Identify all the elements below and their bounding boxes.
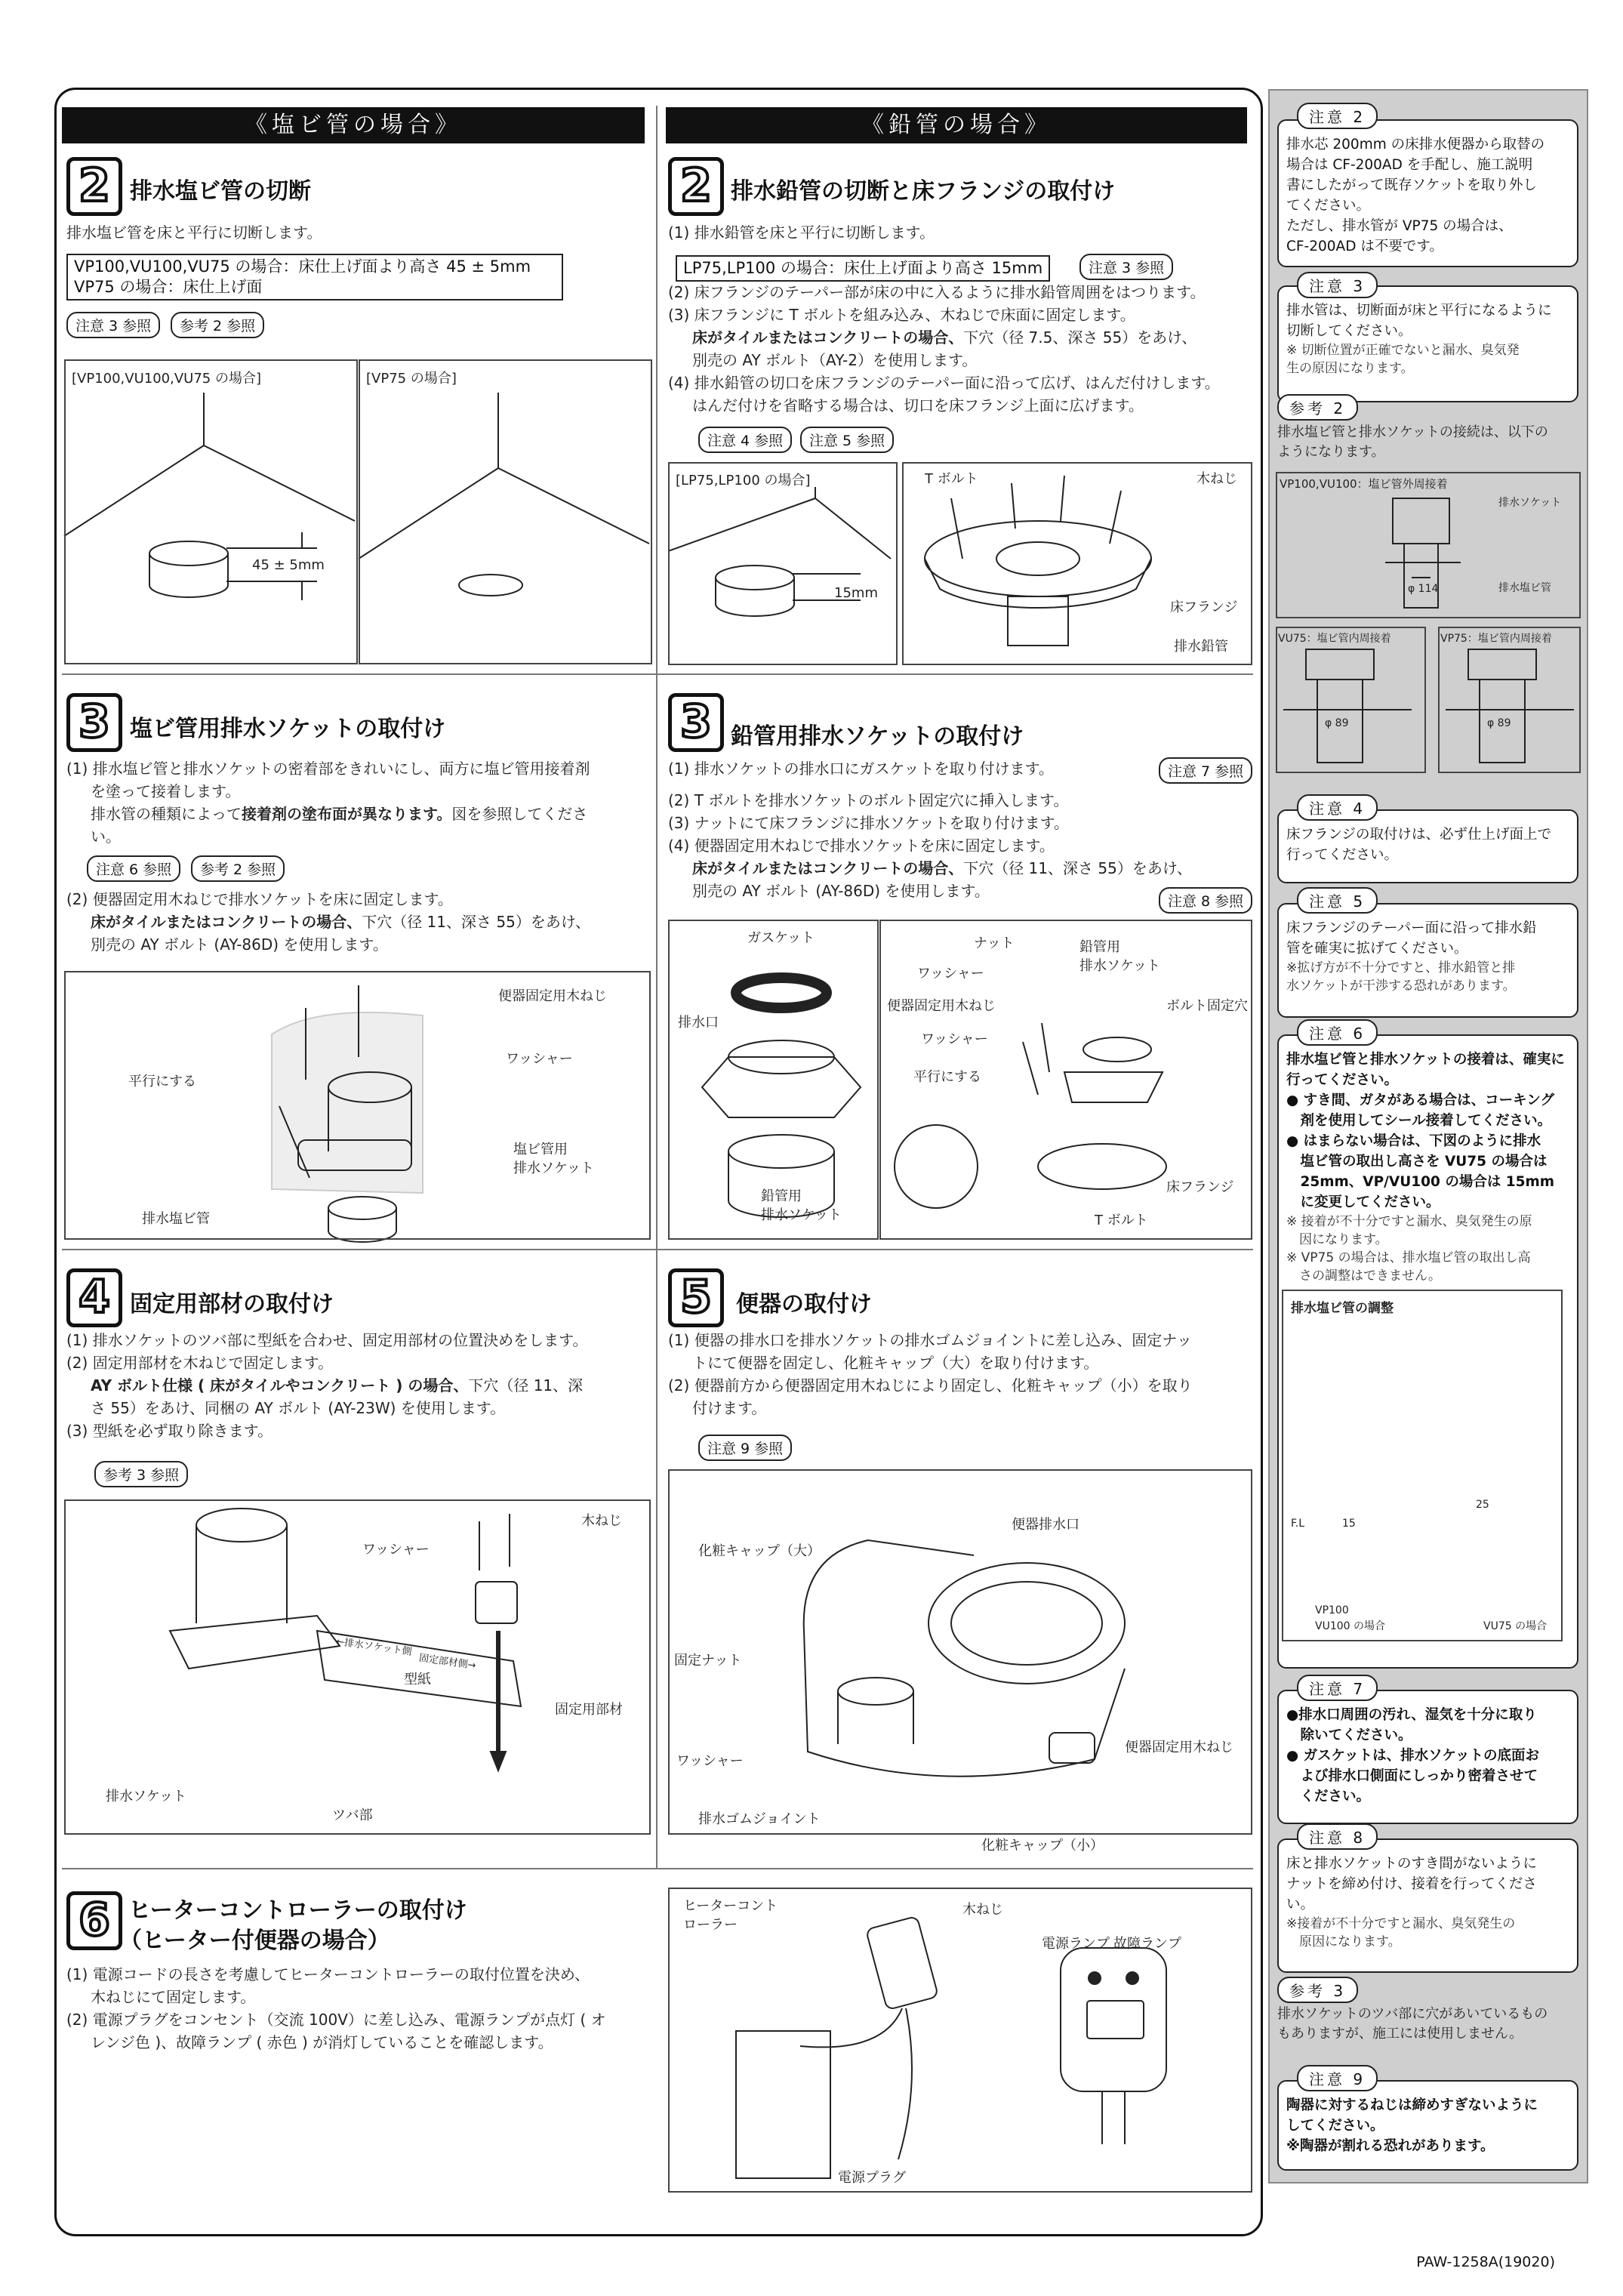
label-tbolt: T ボルト [1095, 1213, 1148, 1228]
label-socket: 塩ビ管用 [513, 1142, 568, 1157]
text-line: い。 [91, 827, 121, 846]
note-line: ● ガスケットは、排水ソケットの底面お [1286, 1748, 1540, 1764]
label-screw: 便器固定用木ねじ [887, 998, 996, 1014]
label-washer: ワッシャー [921, 1031, 988, 1047]
label-nut: 固定ナット [674, 1653, 742, 1669]
label-parallel: 平行にする [128, 1074, 196, 1089]
label-screw: 木ねじ [581, 1513, 622, 1529]
body-text [668, 1329, 1257, 1419]
label-dia: φ 89 [1325, 717, 1349, 729]
label-flange: 床フランジ [1166, 1179, 1234, 1195]
text-line: 別売の AY ボルト（AY-2）を使用します。 [692, 351, 978, 369]
note-tag: 注意 2 [1297, 103, 1378, 129]
section-title: 塩ビ管用排水ソケットの取付け [130, 716, 446, 742]
note-line: 除いてください。 [1286, 1727, 1412, 1743]
note-line: 管を確実に拡げてください。 [1286, 941, 1468, 957]
side-figure-caption: VP100,VU100：塩ビ管外周接着 [1280, 477, 1448, 491]
note-line: 排水芯 200mm の床排水便器から取替の [1286, 137, 1545, 153]
spec-line: VP100,VU100,VU75 の場合：床仕上げ面より高さ 45 ± 5mm [74, 257, 531, 276]
text-line: (2) 便器前方から便器固定用木ねじにより固定し、化粧キャップ（小）を取り [668, 1376, 1193, 1395]
note-tag: 注意 5 [1297, 887, 1378, 914]
section-title: 固定用部材の取付け [130, 1291, 334, 1318]
text-span: 排水管の種類によって [91, 805, 242, 823]
text-line: (2) 電源プラグをコンセント（交流 100V）に差し込み、電源ランプが点灯 ( オ [66, 2011, 606, 2029]
ref-line: ようになります。 [1277, 444, 1385, 460]
note-line: してください。 [1286, 2118, 1384, 2134]
ref-tag: 注意 4 参照 [698, 427, 792, 453]
figure-label: [VP100,VU100,VU75 の場合] [72, 371, 261, 387]
note-line: 書にしたがって既存ソケットを取り外し [1286, 177, 1537, 193]
side-figure-caption: VU75：塩ビ管内周接着 [1278, 633, 1391, 645]
section-number: 4 [66, 1268, 122, 1327]
emphasis: AY ボルト仕様 ( 床がタイルやコンクリート ) の場合、 [91, 1376, 469, 1395]
ref-tag: 注意 8 参照 [1159, 887, 1252, 914]
spec-box: LP75,LP100 の場合：床仕上げ面より高さ 15mm [676, 255, 1050, 282]
figure-frame [668, 1469, 1252, 1835]
note-9 [1277, 2080, 1578, 2171]
label-cap-small: 化粧キャップ（小） [981, 1838, 1104, 1854]
text-line: (1) 電源コードの長さを考慮してヒーターコントローラーの取付位置を決め、 [66, 1965, 590, 1983]
label-controller: ローラー [683, 1917, 738, 1933]
label-pipe: 排水塩ビ管 [142, 1211, 210, 1227]
text-line: を塗って接着します。 [91, 782, 241, 800]
note-line: ● はまらない場合は、下図のように排水 [1286, 1133, 1541, 1149]
dimension-label: 15mm [834, 585, 878, 601]
figure-frame [359, 359, 652, 664]
note-line: ●排水口周囲の汚れ、湿気を十分に取り [1286, 1707, 1537, 1723]
note-line: 床と排水ソケットのすき間がないように [1286, 1856, 1537, 1872]
note-line: 25mm、VP/VU100 の場合は 15mm [1286, 1174, 1555, 1190]
note-line: 排水管は、切断面が床と平行になるように [1286, 303, 1552, 319]
label-screw: 木ねじ [962, 1902, 1003, 1918]
note-tag: 注意 6 [1297, 1019, 1378, 1046]
label-socket: 排水ソケット [1498, 497, 1562, 509]
emphasis: 接着剤の塗布面が異なります。 [242, 805, 452, 823]
label-vp100: VP100 [1315, 1604, 1349, 1616]
side-figure [1276, 627, 1426, 773]
text-line: レンジ色 )、故障ランプ ( 赤色 ) が消灯していることを確認します。 [91, 2033, 553, 2051]
label-flange: 床フランジ [1170, 599, 1238, 615]
note-tag: 注意 4 [1297, 794, 1378, 821]
figure-frame [64, 1499, 651, 1835]
text-span: 下穴（径 11、深さ 55）をあけ、 [963, 859, 1193, 877]
text-line: (2) 床フランジのテーパー部が床の中に入るように排水鉛管周囲をはつります。 [668, 283, 1206, 301]
note-tag: 注意 7 [1297, 1675, 1378, 1701]
label-fault-lamp: 故障ランプ [1113, 1936, 1181, 1952]
label-nut: ナット [974, 935, 1015, 951]
note-line: 塩ビ管の取出し高さを VU75 の場合は [1286, 1154, 1548, 1170]
label-fl: F.L [1291, 1518, 1305, 1530]
ref-tag: 注意 7 参照 [1159, 757, 1252, 784]
body-text: (1) 排水鉛管を床と平行に切断します。 [668, 223, 935, 242]
note-subline: ※接着が不十分ですと漏水、臭気発生の [1286, 1916, 1516, 1931]
note-line: 床フランジのテーパー面に沿って排水鉛 [1286, 920, 1537, 936]
label-controller: ヒーターコント [683, 1898, 778, 1914]
spec-box [66, 254, 563, 300]
note-line: 排水塩ビ管と排水ソケットの接着は、確実に [1286, 1052, 1565, 1068]
section-title: 排水鉛管の切断と床フランジの取付け [731, 178, 1116, 205]
text-line: (2) T ボルトを排水ソケットのボルト固定穴に挿入します。 [668, 791, 1069, 809]
side-figure [1438, 627, 1581, 773]
body-text [66, 757, 648, 848]
text-line: (3) 型紙を必ず取り除きます。 [66, 1422, 273, 1440]
note-subline: 因になります。 [1286, 1232, 1388, 1247]
ref-tag: 参考 2 [1277, 394, 1358, 421]
text-line: はんだ付けを省略する場合は、切口を床フランジ上面に広げます。 [692, 396, 1144, 415]
label-dim-25: 25 [1476, 1499, 1489, 1511]
emphasis: 床がタイルまたはコンクリートの場合、 [692, 859, 964, 877]
label-washer: ワッシャー [917, 966, 984, 982]
note-2 [1277, 119, 1578, 267]
label-member: 固定用部材 [555, 1702, 623, 1718]
text-line: (3) 床フランジに T ボルトを組み込み、木ねじで床面に固定します。 [668, 306, 1135, 324]
figure-label: [VP75 の場合] [366, 371, 457, 387]
section-number: 5 [668, 1268, 724, 1327]
ref-tag: 注意 9 参照 [698, 1435, 792, 1461]
section-subtitle: （ヒーター付便器の場合） [119, 1928, 390, 1954]
ref-tag: 参考 3 [1277, 1977, 1358, 2003]
section-title: ヒーターコントローラーの取付け [128, 1897, 467, 1924]
ref-tag: 注意 5 参照 [800, 427, 894, 453]
label-socket: 鉛管用 [761, 1188, 802, 1204]
label-flange: ツバ部 [332, 1808, 373, 1823]
body-text: (1) 排水ソケットの排水口にガスケットを取り付けます。 [668, 760, 1054, 778]
dimension-label: 45 ± 5mm [252, 557, 325, 573]
text-span: 下穴（径 7.5、深さ 55）をあけ、 [963, 328, 1197, 347]
label-joint: 排水ゴムジョイント [698, 1811, 821, 1827]
section-number: 3 [66, 693, 122, 752]
text-line: (4) 便器固定用木ねじで排水ソケットを床に固定します。 [668, 837, 1055, 855]
note-line: ● すき間、ガタがある場合は、コーキング [1286, 1093, 1555, 1108]
note-line: CF-200AD は不要です。 [1286, 239, 1443, 254]
ref-tag: 注意 3 参照 [1079, 254, 1173, 280]
label-vu100: VU100 の場合 [1315, 1620, 1385, 1632]
note-5 [1277, 903, 1578, 1018]
body-text [66, 1963, 655, 2054]
side-figure-caption: 排水塩ビ管の調整 [1291, 1301, 1394, 1316]
figure-label: [LP75,LP100 の場合] [676, 473, 811, 488]
body-text [668, 789, 1249, 902]
section-title: 便器の取付け [736, 1291, 872, 1318]
ref-tag: 注意 6 参照 [87, 855, 180, 882]
note-3 [1277, 285, 1578, 402]
note-subline: さの調整はできません。 [1286, 1268, 1442, 1284]
note-line: てください。 [1286, 198, 1371, 214]
label-vu75: VU75 の場合 [1483, 1620, 1548, 1632]
label-outlet: 便器排水口 [1012, 1517, 1079, 1533]
note-tag: 注意 8 [1297, 1823, 1378, 1850]
note-line: ※陶器が割れる恐れがあります。 [1286, 2138, 1495, 2154]
section-number: 2 [66, 157, 122, 216]
note-line: 場合は CF-200AD を手配し、施工説明 [1286, 157, 1533, 173]
text-line: (3) ナットにて床フランジに排水ソケットを取り付けます。 [668, 814, 1069, 832]
ref-line: 排水ソケットのツバ部に穴があいているもの [1277, 2006, 1548, 2022]
text-span: 下穴（径 11、深 [468, 1376, 584, 1395]
figure-frame [668, 462, 898, 665]
note-7 [1277, 1690, 1578, 1824]
note-tag: 注意 9 [1297, 2065, 1378, 2091]
figure-frame [902, 462, 1252, 665]
label-screw: 便器固定用木ねじ [1125, 1740, 1233, 1755]
note-line: 行ってください。 [1286, 847, 1399, 863]
note-line: い。 [1286, 1897, 1315, 1912]
banner-lead: 《鉛管の場合》 [666, 107, 1247, 143]
note-line: 床フランジの取付けは、必ず仕上げ面上で [1286, 827, 1552, 843]
text-line: 別売の AY ボルト (AY-86D) を使用します。 [692, 882, 990, 900]
note-8 [1277, 1838, 1578, 1973]
label-pipe: 排水鉛管 [1174, 639, 1228, 655]
note-subline: ※ 接着が不十分ですと漏水、臭気発生の原 [1286, 1214, 1532, 1229]
text-line: (2) 固定用部材を木ねじで固定します。 [66, 1354, 334, 1372]
text-line: (2) 便器固定用木ねじで排水ソケットを床に固定します。 [66, 890, 453, 908]
label-screw: 便器固定用木ねじ [498, 988, 607, 1004]
label-gasket: ガスケット [747, 930, 815, 946]
text-line [668, 857, 1249, 880]
text-line [66, 911, 648, 933]
emphasis: 床がタイルまたはコンクリートの場合、 [91, 913, 362, 931]
note-subline: 原因になります。 [1286, 1934, 1401, 1949]
section-number: 2 [668, 157, 724, 216]
note-subline: ※ VP75 の場合は、排水塩ビ管の取出し高 [1286, 1250, 1531, 1265]
note-subline: 生の原因になります。 [1286, 361, 1414, 376]
label-socket: 鉛管用 [1079, 939, 1120, 955]
ref-tag: 参考 3 参照 [94, 1461, 188, 1487]
banner-pvc: 《塩ビ管の場合》 [62, 107, 645, 143]
label-outlet: 排水口 [678, 1015, 719, 1031]
label-pipe: 排水塩ビ管 [1498, 582, 1551, 594]
note-subline: ※拡げ方が不十分ですと、排水鉛管と排 [1286, 960, 1516, 975]
text-line: (1) 排水塩ビ管と排水ソケットの密着部をきれいにし、両方に塩ビ管用接着剤 [66, 760, 590, 778]
label-dim-15: 15 [1342, 1518, 1356, 1530]
label-socket: 排水ソケット [761, 1207, 842, 1223]
text-line: 別売の AY ボルト (AY-86D) を使用します。 [91, 935, 388, 954]
figure-frame [64, 359, 358, 664]
label-cap-large: 化粧キャップ（大） [698, 1543, 821, 1559]
label-dia: φ 114 [1408, 583, 1439, 595]
text-line: (1) 排水ソケットのツバ部に型紙を合わせ、固定用部材の位置決めをします。 [66, 1331, 588, 1349]
label-parallel: 平行にする [913, 1069, 981, 1085]
text-line: トにて便器を固定し、化粧キャップ（大）を取り付けます。 [692, 1354, 1099, 1372]
spec-line: VP75 の場合：床仕上げ面 [74, 278, 263, 296]
label-screw: 木ねじ [1196, 471, 1237, 487]
text-line: (4) 排水鉛管の切口を床フランジのテーパー面に沿って広げ、はんだ付けします。 [668, 374, 1220, 392]
note-line: ください。 [1286, 1789, 1371, 1804]
ref-text [1277, 2005, 1579, 2044]
text-line: 木ねじにて固定します。 [91, 1988, 256, 2006]
note-tag: 注意 3 [1297, 272, 1378, 298]
body-text [66, 1329, 655, 1442]
note-line: よび排水口側面にしっかり密着させて [1286, 1768, 1538, 1784]
ref-tag: 注意 3 参照 [66, 312, 160, 338]
section-title: 鉛管用排水ソケットの取付け [731, 723, 1024, 750]
note-line: 切断してください。 [1286, 323, 1412, 339]
ref-tag: 参考 2 参照 [191, 855, 285, 882]
note-subline: 水ソケットが干渉する恐れがあります。 [1286, 978, 1516, 994]
label-washer: ワッシャー [676, 1753, 744, 1769]
text-line: さ 55）をあけ、同梱の AY ボルト (AY-23W) を使用します。 [91, 1399, 506, 1417]
label-power-lamp: 電源ランプ [1042, 1936, 1110, 1952]
text-line [668, 326, 1249, 349]
ref-tag: 参考 2 参照 [171, 312, 264, 338]
text-span: 下穴（径 11、深さ 55）をあけ、 [362, 913, 591, 931]
text-span: 図を参照してくださ [451, 805, 588, 823]
note-line: 剤を使用してシール接着してください。 [1286, 1113, 1552, 1129]
emphasis: 床がタイルまたはコンクリートの場合、 [692, 328, 964, 347]
note-line: ただし、排水管が VP75 の場合は、 [1286, 218, 1513, 234]
label-socket: 排水ソケット [1079, 958, 1160, 974]
note-line: ナットを締め付け、接着を行ってくださ [1286, 1876, 1537, 1892]
section-title: 排水塩ビ管の切断 [130, 178, 311, 205]
side-figure [1282, 1290, 1563, 1641]
label-paper: 型紙 [404, 1672, 431, 1687]
label-hole: ボルト固定穴 [1166, 998, 1248, 1014]
note-line: に変更してください。 [1286, 1194, 1440, 1210]
side-figure-caption: VP75：塩ビ管内周接着 [1440, 633, 1552, 645]
ref-line: もありますが、施工には使用しません。 [1277, 2026, 1523, 2042]
label-dia: φ 89 [1487, 717, 1511, 729]
section-number: 3 [668, 693, 724, 752]
label-plug: 電源プラグ [838, 2170, 906, 2186]
label-socket: 排水ソケット [513, 1160, 594, 1176]
note-subline: ※ 切断位置が正確でないと漏水、臭気発 [1286, 343, 1520, 358]
label-socket: 排水ソケット [106, 1789, 186, 1804]
ref-text [1277, 423, 1579, 462]
text-line: (1) 便器の排水口を排水ソケットの排水ゴムジョイントに差し込み、固定ナッ [668, 1331, 1192, 1349]
label-tbolt: T ボルト [925, 471, 978, 487]
text-line [66, 1374, 655, 1397]
note-line: 陶器に対するねじは締めすぎないように [1286, 2097, 1538, 2113]
label-washer: ワッシャー [506, 1051, 573, 1067]
note-line: 行ってください。 [1286, 1072, 1399, 1088]
label-washer: ワッシャー [362, 1542, 430, 1558]
document-code: PAW-1258A(19020) [1416, 2254, 1555, 2270]
body-text [668, 281, 1249, 417]
template-text: ←排水ソケット側 [335, 1636, 413, 1658]
text-line [66, 803, 648, 825]
text-line: 付けます。 [692, 1399, 767, 1417]
body-text: 排水塩ビ管を床と平行に切断します。 [66, 223, 322, 242]
ref-line: 排水塩ビ管と排水ソケットの接続は、以下の [1277, 424, 1548, 440]
body-text [66, 888, 648, 956]
section-number: 6 [66, 1891, 122, 1950]
template-text: 固定部材側→ [418, 1652, 477, 1672]
figure-frame [64, 971, 651, 1240]
